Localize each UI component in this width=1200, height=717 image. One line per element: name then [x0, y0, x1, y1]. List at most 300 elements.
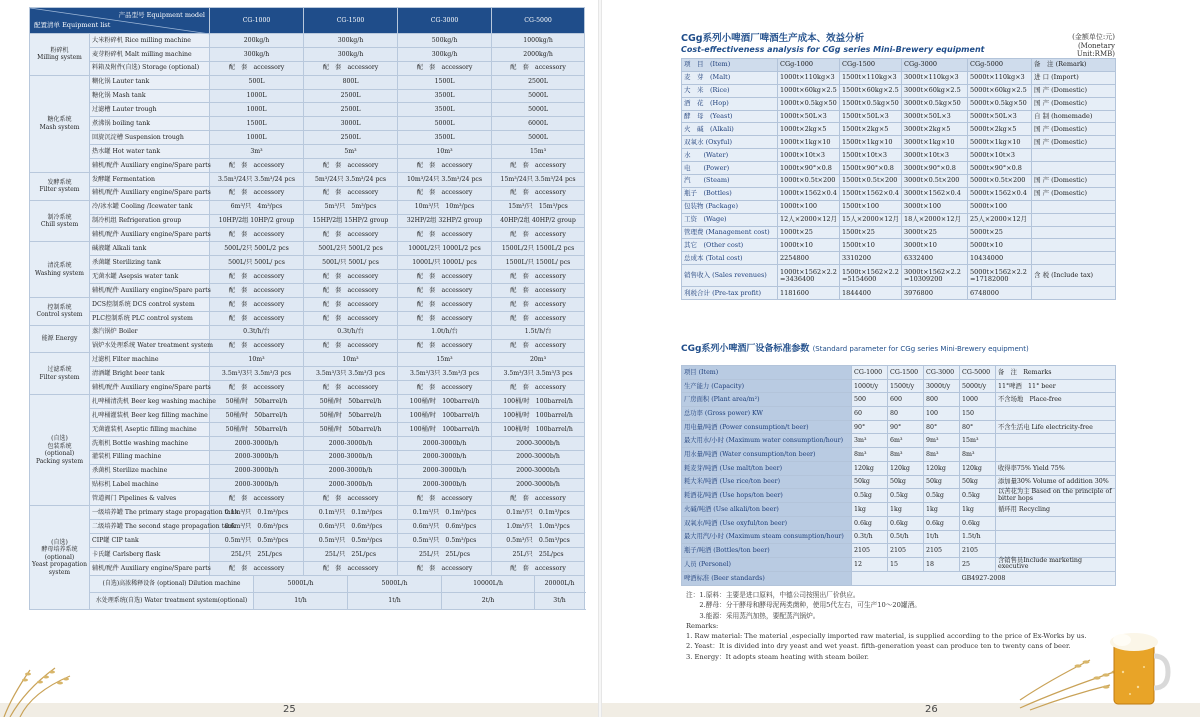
- cell-value: 配 套 accessory: [304, 311, 398, 325]
- cost-cell: 5000t×110kg×3: [968, 71, 1032, 84]
- table-row: [682, 265, 1116, 287]
- cell-value: 2000-3000b/h: [398, 478, 492, 492]
- param-cell: 2105: [888, 544, 924, 558]
- cell-value: 10HP/2组 10HP/2 group: [210, 214, 304, 228]
- param-cell: 25: [960, 557, 996, 571]
- param-cell: 2105: [960, 544, 996, 558]
- component-label: 麦芽粉碎机 Malt milling machine: [90, 47, 210, 61]
- cell-value: 配 套 accessory: [492, 270, 585, 284]
- cost-cell: 5000t×25: [968, 226, 1032, 239]
- param-label: 火碱/吨酒 (Use alkali/ton beer): [682, 503, 852, 517]
- param-cell: 0.5kg: [852, 489, 888, 503]
- cell-value: 3.5m³/3只 3.5m³/3 pcs: [304, 367, 398, 381]
- cell-value: 1.5t/h/台: [492, 325, 585, 339]
- table-row: [30, 506, 585, 520]
- component-label: 贴标机 Label machine: [90, 478, 210, 492]
- footer-band: [0, 703, 600, 717]
- cell-value: 100桶/时 100barrel/h: [398, 395, 492, 409]
- component-label: 杀菌罐 Sterilizing tank: [90, 256, 210, 270]
- cell-value: 1000L: [210, 89, 304, 103]
- cell-value: 3500L: [398, 131, 492, 145]
- table-row: [30, 200, 585, 214]
- table-row: [30, 103, 585, 117]
- note-line: 3. Energy：It adopts steam heating with steam boiler.: [686, 652, 869, 661]
- cost-cell: 1500t×60kg×2.5: [840, 84, 902, 97]
- component-label: 管道阀门 Pipelines & valves: [90, 492, 210, 506]
- param-cell: 100: [924, 407, 960, 421]
- table-row: [682, 420, 1116, 434]
- cell-value: 1000L/只 1000L/ pcs: [398, 256, 492, 270]
- cell-value: 2000kg/h: [492, 47, 585, 61]
- cell-value: 1000L: [210, 131, 304, 145]
- cell-value: 配 套 accessory: [210, 311, 304, 325]
- cell-value: 3000L: [304, 117, 398, 131]
- cell-value: 配 套 accessory: [304, 186, 398, 200]
- component-label: 煮沸锅 boiling tank: [90, 117, 210, 131]
- table-row: [30, 339, 585, 353]
- table-row: [682, 448, 1116, 462]
- table-row: [682, 213, 1116, 226]
- cost-cell: [1032, 200, 1116, 213]
- table-row: [30, 89, 585, 103]
- cell-value: 0.5m³/只 0.5m³/pcs: [492, 534, 585, 548]
- table-row: [682, 123, 1116, 136]
- table-row: [682, 434, 1116, 448]
- param-cell: 3m³: [852, 434, 888, 448]
- note-line: 1. Raw material: The material ,especially imported raw material, is supplied according to the price of Ex-Works by us.: [686, 632, 1087, 641]
- cell-value: 500L/只 500L/ pcs: [210, 256, 304, 270]
- param-cell: 80: [888, 407, 924, 421]
- cell-value: 5m³/24只 3.5m³/24 pcs: [304, 172, 398, 186]
- param-cell: 15: [888, 557, 924, 571]
- cost-cell: 1500t×90°×0.8: [840, 162, 902, 175]
- cell-value: 15HP/2组 15HP/2 group: [304, 214, 398, 228]
- table-row: [30, 409, 585, 423]
- standard-parameter-table: [681, 365, 1116, 586]
- cost-cell: CGg-3000: [902, 59, 968, 72]
- table-row: [682, 366, 1116, 380]
- param-cell: CG-1500: [888, 366, 924, 380]
- param-cell: 0.3t/h: [852, 530, 888, 544]
- param-label: 用水量/吨酒 (Water consumption/ton beer): [682, 448, 852, 462]
- param-cell: 0.5t/h: [888, 530, 924, 544]
- cell-value: 2500L: [492, 75, 585, 89]
- param-label: 生产能力 (Capacity): [682, 379, 852, 393]
- cost-item-label: 水 (Water): [682, 149, 778, 162]
- cell-value: 3m³: [210, 145, 304, 159]
- cell-value: 0.1m³/只 0.1m³/pcs: [492, 506, 585, 520]
- cell-value: 300kg/h: [304, 47, 398, 61]
- table-row: [30, 145, 585, 159]
- cost-cell: 备 注 (Remark): [1032, 59, 1116, 72]
- param-cell: 600: [888, 393, 924, 407]
- row-label: 水处理系统(自选) Water treatment system(optional): [90, 592, 254, 609]
- cell-value: 2000-3000b/h: [492, 450, 585, 464]
- param-cell: 150: [960, 407, 996, 421]
- component-label: 过滤机 Filter machine: [90, 353, 210, 367]
- cell-value: 0.5m³/只 0.5m³/pcs: [398, 534, 492, 548]
- param-cell: CG-1000: [852, 366, 888, 380]
- cost-cell: 国 产 (Domestic): [1032, 187, 1116, 200]
- param-cell: 120kg: [852, 461, 888, 475]
- cost-cell: [1032, 239, 1116, 252]
- table-row: [30, 325, 585, 339]
- cell-value: 1.0t/h/台: [398, 325, 492, 339]
- cell-value: 5000L: [398, 117, 492, 131]
- cell-value: 配 套 accessory: [398, 561, 492, 575]
- cell-value: 配 套 accessory: [492, 492, 585, 506]
- cell-value: 500L/只 500L/ pcs: [304, 256, 398, 270]
- cell-value: 配 套 accessory: [210, 492, 304, 506]
- cost-item-label: 销售收入 (Sales revenues): [682, 265, 778, 287]
- table-row: [30, 520, 585, 534]
- cost-cell: 3976800: [902, 287, 968, 300]
- cell-value: 配 套 accessory: [492, 297, 585, 311]
- component-label: 辅机/配件 Auxiliary engine/Spare parts: [90, 284, 210, 298]
- std-table-wrap: [681, 365, 1115, 586]
- param-cell: 1.5t/h: [960, 530, 996, 544]
- system-label: 制冷系统 Chill system: [30, 200, 90, 242]
- table-row: [30, 592, 585, 609]
- cost-cell: 3000t×60kg×2.5: [902, 84, 968, 97]
- cell-value: 50桶/时 50barrel/h: [210, 409, 304, 423]
- table-row: [682, 530, 1116, 544]
- cost-item-label: 工资 (Wage): [682, 213, 778, 226]
- cell-value: 2000-3000b/h: [304, 436, 398, 450]
- cell-value: 15m³: [398, 353, 492, 367]
- cost-cell: 1500t×1kg×10: [840, 136, 902, 149]
- cell-value: 15m³/24只 3.5m³/24 pcs: [492, 172, 585, 186]
- cell-value: 配 套 accessory: [492, 561, 585, 575]
- param-cell: [996, 516, 1116, 530]
- cell-value: 配 套 accessory: [304, 228, 398, 242]
- cell-value: 800L: [304, 75, 398, 89]
- cell-value: 0.6m³/只 0.6m³/pcs: [304, 520, 398, 534]
- cell-value: 0.5m³/只 0.5m³/pcs: [304, 534, 398, 548]
- cell-value: 10m³: [304, 353, 398, 367]
- cell-value: 1t/h: [348, 592, 442, 609]
- cell-value: 500kg/h: [398, 34, 492, 48]
- cost-cell: [1032, 162, 1116, 175]
- table-row: [682, 175, 1116, 188]
- param-cell: 8m³: [852, 448, 888, 462]
- cell-value: 配 套 accessory: [210, 381, 304, 395]
- cost-cell: 1000t×1562×2.2 =3436400: [778, 265, 840, 287]
- page-number-left: 25: [283, 704, 296, 715]
- note-line: 3.能源：采用蒸汽加热，要配蒸汽锅炉。: [686, 611, 820, 620]
- component-label: DCS控制系统 DCS control system: [90, 297, 210, 311]
- cost-item-label: 麦 芽 (Malt): [682, 71, 778, 84]
- param-label: 耗大米/吨酒 (Use rice/ton beer): [682, 475, 852, 489]
- param-cell: 15m³: [960, 434, 996, 448]
- param-cell: 5000t/y: [960, 379, 996, 393]
- page-number-right: 26: [925, 704, 938, 715]
- cell-value: 配 套 accessory: [304, 561, 398, 575]
- component-label: 发酵罐 Fermentation: [90, 172, 210, 186]
- system-label: 粉碎机 Milling system: [30, 34, 90, 76]
- cell-value: 配 套 accessory: [304, 270, 398, 284]
- table-row: [682, 557, 1116, 571]
- param-cell: 120kg: [960, 461, 996, 475]
- cost-cell: 5000t×0.5kg×50: [968, 97, 1032, 110]
- cell-value: 10m³/24只 3.5m³/24 pcs: [398, 172, 492, 186]
- cell-value: 1500L/2只 1500L/2 pcs: [492, 242, 585, 256]
- param-cell: 备 注 Remarks: [996, 366, 1116, 380]
- param-cell: 0.6kg: [852, 516, 888, 530]
- cell-value: 配 套 accessory: [304, 159, 398, 173]
- cost-item-label: 双氧水 (Oxyful): [682, 136, 778, 149]
- cell-value: 配 套 accessory: [398, 381, 492, 395]
- cost-cell: 1500t×10t×3: [840, 149, 902, 162]
- cell-value: 0.1m³/只 0.1m³/pcs: [304, 506, 398, 520]
- component-label: CIP罐 CIP tank: [90, 534, 210, 548]
- table-row: [30, 186, 585, 200]
- cost-cell: 3000t×1562×2.2 =10309200: [902, 265, 968, 287]
- cost-cell: 6748000: [968, 287, 1032, 300]
- cell-value: 25L/只 25L/pcs: [492, 547, 585, 561]
- cell-value: 2500L: [304, 131, 398, 145]
- cell-value: 配 套 accessory: [398, 284, 492, 298]
- component-label: 过滤槽 Lauter trough: [90, 103, 210, 117]
- cost-cell: 1500t×0.5kg×50: [840, 97, 902, 110]
- param-label: 总功率 (Gross power) KW: [682, 407, 852, 421]
- cell-value: 2000-3000b/h: [492, 436, 585, 450]
- cost-cell: 1000t×0.5kg×50: [778, 97, 840, 110]
- param-cell: 50kg: [888, 475, 924, 489]
- component-label: 二级培养罐 The second stage propagation tank: [90, 520, 210, 534]
- cell-value: 配 套 accessory: [492, 61, 585, 75]
- table-row: [30, 75, 585, 89]
- cell-value: 15m³/只 15m³/pcs: [492, 200, 585, 214]
- component-label: 灌装机 Filling machine: [90, 450, 210, 464]
- cell-value: 2000-3000b/h: [492, 464, 585, 478]
- cost-item-label: 项 目 (Item): [682, 59, 778, 72]
- cell-value: 1t/h: [254, 592, 348, 609]
- cell-value: 500L/2只 500L/2 pcs: [210, 242, 304, 256]
- component-label: 回旋沉淀槽 Suspension trough: [90, 131, 210, 145]
- cell-value: 2000-3000b/h: [210, 436, 304, 450]
- cell-value: 2000-3000b/h: [304, 450, 398, 464]
- param-cell: 0.6kg: [888, 516, 924, 530]
- cost-cell: 1000t×0.5t×200: [778, 175, 840, 188]
- cost-cell: 1500t×110kg×3: [840, 71, 902, 84]
- cost-cell: 15人×2000×12月: [840, 213, 902, 226]
- cost-cell: [1032, 213, 1116, 226]
- cost-cell: 6332400: [902, 252, 968, 265]
- table-row: [682, 187, 1116, 200]
- cost-cell: 国 产 (Domestic): [1032, 84, 1116, 97]
- cell-value: 5m³/只 5m³/pcs: [304, 200, 398, 214]
- model-header-0: CG-1000: [210, 8, 304, 34]
- cell-value: 配 套 accessory: [492, 339, 585, 353]
- table-row: [682, 379, 1116, 393]
- cost-item-label: 总成本 (Total cost): [682, 252, 778, 265]
- equipment-list-table: [29, 7, 585, 610]
- cell-value: 0.1m³/只 0.1m³/pcs: [210, 506, 304, 520]
- cell-value: 10000L/h: [442, 575, 535, 592]
- cost-cell: 1000t×10: [778, 239, 840, 252]
- cost-cell: 1500t×10: [840, 239, 902, 252]
- param-cell: 含销售员Include marketing executive: [996, 557, 1116, 571]
- component-label: 清酒罐 Bright beer tank: [90, 367, 210, 381]
- cost-table-wrap: [681, 58, 1115, 300]
- system-label: 控制系统 Control system: [30, 297, 90, 325]
- monetary-unit: [1040, 32, 1115, 58]
- cell-value: 15m³: [492, 145, 585, 159]
- cost-analysis-table: [681, 58, 1116, 300]
- cost-cell: 1500t×100: [840, 200, 902, 213]
- cost-cell: 1500t×25: [840, 226, 902, 239]
- cost-item-label: 其它 (Other cost): [682, 239, 778, 252]
- cell-value: 2000-3000b/h: [398, 464, 492, 478]
- cell-value: 配 套 accessory: [304, 284, 398, 298]
- table-row: [682, 226, 1116, 239]
- table-row: [30, 131, 585, 145]
- param-cell: CG-3000: [924, 366, 960, 380]
- cell-value: 配 套 accessory: [210, 297, 304, 311]
- component-label: 锅炉水处理系统 Water treatment system: [90, 339, 210, 353]
- cell-value: 配 套 accessory: [304, 297, 398, 311]
- model-header-2: CG-3000: [398, 8, 492, 34]
- param-cell: 80°: [960, 420, 996, 434]
- table-row: [30, 492, 585, 506]
- beer-mug-icon: [1108, 632, 1170, 708]
- cell-value: 2t/h: [442, 592, 535, 609]
- component-label: 辅机/配件 Auxiliary engine/Spare parts: [90, 186, 210, 200]
- cell-value: 配 套 accessory: [398, 186, 492, 200]
- param-cell: [996, 434, 1116, 448]
- cost-cell: CGg-1000: [778, 59, 840, 72]
- table-row: [30, 395, 585, 409]
- cost-item-label: 酒 花 (Hop): [682, 97, 778, 110]
- cost-item-label: 火 碱 (Alkali): [682, 123, 778, 136]
- cost-cell: 1000t×110kg×3: [778, 71, 840, 84]
- cell-value: 配 套 accessory: [492, 284, 585, 298]
- page-fold: [598, 0, 602, 717]
- std-title-cn: CGg系列小啤酒厂设备标准参数: [681, 344, 810, 354]
- cost-cell: 3000t×90°×0.8: [902, 162, 968, 175]
- cost-cell: 12人×2000×12月: [778, 213, 840, 226]
- cell-value: 40HP/2组 40HP/2 group: [492, 214, 585, 228]
- param-cell: 2105: [924, 544, 960, 558]
- component-label: 无菌灌装机 Aseptic filling machine: [90, 422, 210, 436]
- cell-value: 配 套 accessory: [492, 159, 585, 173]
- cost-cell: 5000t×1kg×10: [968, 136, 1032, 149]
- unit-en: (Monetary Unit:RMB): [1076, 42, 1115, 58]
- cell-value: 配 套 accessory: [304, 381, 398, 395]
- param-cell: 120kg: [924, 461, 960, 475]
- component-label: 辅机/配件 Auxiliary engine/Spare parts: [90, 159, 210, 173]
- cost-title-en: Cost-effectiveness analysis for CGg series Mini-Brewery equipment: [681, 45, 985, 54]
- table-row: [30, 242, 585, 256]
- cost-cell: 国 产 (Domestic): [1032, 175, 1116, 188]
- note-line: 2. Yeast：It is divided into dry yeast and wet yeast. fifth-generation yeast can produce ten to twenty cans of beer.: [686, 642, 1071, 651]
- cost-cell: 3000t×10t×3: [902, 149, 968, 162]
- param-cell: GB4927-2008: [852, 571, 1116, 585]
- equipment-list-label: 配置清单 Equipment list: [34, 20, 111, 29]
- cell-value: 配 套 accessory: [304, 492, 398, 506]
- table-row: [682, 59, 1116, 72]
- param-cell: 50kg: [924, 475, 960, 489]
- component-label: 辅机/配件 Auxiliary engine/Spare parts: [90, 381, 210, 395]
- system-label: (自选) 包装系统 (optional) Packing system: [30, 395, 90, 506]
- cell-value: 20000L/h: [535, 575, 585, 592]
- component-label: 糖化锅 Mash tank: [90, 89, 210, 103]
- cell-value: 2000-3000b/h: [398, 436, 492, 450]
- param-cell: 50kg: [852, 475, 888, 489]
- component-label: 料箱及附件(自选) Storage (optional): [90, 61, 210, 75]
- cell-value: 100桶/时 100barrel/h: [492, 409, 585, 423]
- cell-value: 0.6m³/只 0.6m³/pcs: [398, 520, 492, 534]
- cell-value: 1500L/只 1500L/ pcs: [492, 256, 585, 270]
- system-label: 过滤系统 Filter system: [30, 353, 90, 395]
- table-row: [30, 34, 585, 48]
- cell-value: 100桶/时 100barrel/h: [398, 422, 492, 436]
- cell-value: 6000L: [492, 117, 585, 131]
- cost-item-label: 电 (Power): [682, 162, 778, 175]
- component-label: 热水罐 Hot water tank: [90, 145, 210, 159]
- table-row: [30, 478, 585, 492]
- param-label: 最大用汽/小时 (Maximum steam consumption/hour): [682, 530, 852, 544]
- cost-item-label: 汽 (Steam): [682, 175, 778, 188]
- table-row: [682, 136, 1116, 149]
- system-label: 清洗系统 Washing system: [30, 242, 90, 298]
- cell-value: 5000L: [492, 89, 585, 103]
- param-cell: 12: [852, 557, 888, 571]
- cost-item-label: 瓶子 (Bottles): [682, 187, 778, 200]
- cell-value: 2000-3000b/h: [304, 464, 398, 478]
- component-label: 大米粉碎机 Rice milling machine: [90, 34, 210, 48]
- cell-value: 配 套 accessory: [210, 339, 304, 353]
- note-line: Remarks:: [686, 621, 719, 630]
- table-row: [682, 461, 1116, 475]
- param-cell: 800: [924, 393, 960, 407]
- cost-cell: [1032, 252, 1116, 265]
- cost-analysis-title: [681, 30, 984, 54]
- table-row: [682, 252, 1116, 265]
- cell-value: 3t/h: [535, 592, 585, 609]
- cost-cell: 国 产 (Domestic): [1032, 97, 1116, 110]
- table-row: [682, 571, 1116, 585]
- cost-cell: 1844400: [840, 287, 902, 300]
- cost-cell: 3000t×50L×3: [902, 110, 968, 123]
- table-row: [682, 84, 1116, 97]
- component-label: 蒸汽锅炉 Boiler: [90, 325, 210, 339]
- component-label: 扎啤桶灌装机 Beer keg filling machine: [90, 409, 210, 423]
- param-cell: 0.6kg: [960, 516, 996, 530]
- table-row: [30, 450, 585, 464]
- cell-value: 300kg/h: [304, 34, 398, 48]
- table-row: [682, 516, 1116, 530]
- cell-value: 2000-3000b/h: [304, 478, 398, 492]
- component-label: 制冷机组 Refrigeration group: [90, 214, 210, 228]
- table-row: [30, 214, 585, 228]
- table-row: [30, 270, 585, 284]
- param-cell: 1kg: [888, 503, 924, 517]
- cost-cell: 18人×2000×12月: [902, 213, 968, 226]
- cell-value: 0.5m³/只 0.5m³/pcs: [210, 534, 304, 548]
- component-label: 碱液罐 Alkali tank: [90, 242, 210, 256]
- cost-cell: 含 税 (Include tax): [1032, 265, 1116, 287]
- table-row: [30, 311, 585, 325]
- param-label: 用电量/吨酒 (Power consumption/t beer): [682, 420, 852, 434]
- param-cell: 3000t/y: [924, 379, 960, 393]
- cell-value: 2500L: [304, 89, 398, 103]
- cell-value: 500L/2只 500L/2 pcs: [304, 242, 398, 256]
- table-row: [682, 503, 1116, 517]
- cost-cell: 3000t×110kg×3: [902, 71, 968, 84]
- table-row: [30, 547, 585, 561]
